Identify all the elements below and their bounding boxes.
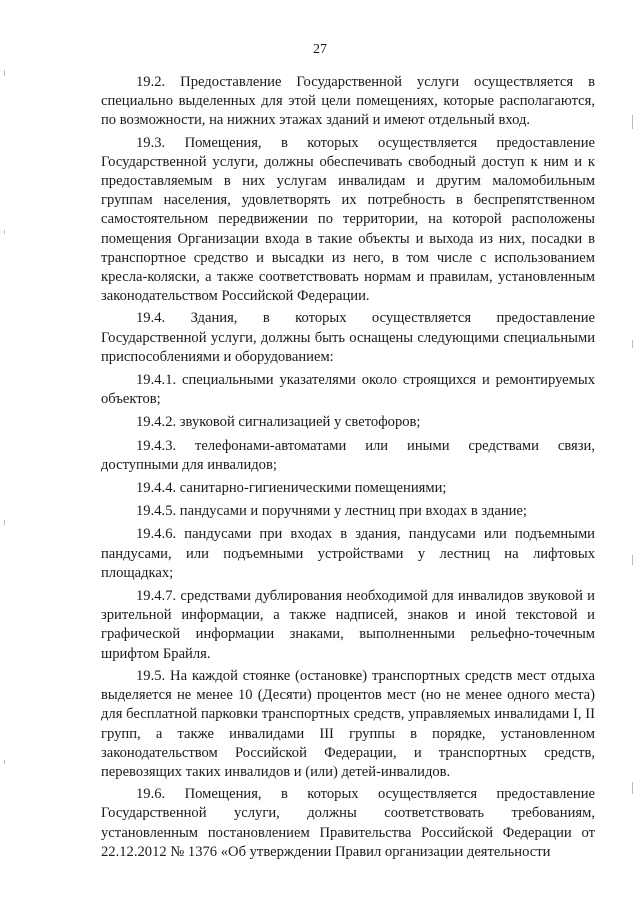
paragraph-19-2: 19.2. Предоставление Государственной услуги осуществляется в специально выделенных для этой цели помещениях, которые располагаются, по возможности, на нижних этажах зданий и имеют отдельный вход. <box>101 74 595 129</box>
paragraph-19-4-5: 19.4.5. пандусами и поручнями у лестниц при входах в здание; <box>136 503 527 520</box>
scan-margin-right <box>632 0 634 905</box>
paragraph-19-4-4: 19.4.4. санитарно-гигиеническими помещениями; <box>136 480 447 497</box>
paragraph-19-4-7: 19.4.7. средствами дублирования необходимой для инвалидов звуковой и зрительной информации, а также надписей, знаков и иной текстовой и графической информации знаками, выполненными рельефно-точечным шрифтом Брайля. <box>101 588 595 662</box>
paragraph-19-4: 19.4. Здания, в которых осуществляется предоставление Государственной услуги, должны быть оснащены следующими специальными приспособлениями и оборудованием: <box>101 310 595 365</box>
page-number: 27 <box>313 42 327 57</box>
paragraph-19-4-3: 19.4.3. телефонами-автоматами или иными средствами связи, доступными для инвалидов; <box>101 437 595 473</box>
paragraph-19-4-1: 19.4.1. специальными указателями около строящихся и ремонтируемых объектов; <box>101 372 595 408</box>
paragraph-19-5: 19.5. На каждой стоянке (остановке) транспортных средств мест отдыха выделяется не менее 10 (Десяти) процентов мест (но не менее одного места) для бесплатной парковки транспортных средств, управляемых инвалидами I, II групп, а также инвалидами III группы в порядке, установленном законодательством Российской Федерации, и транспортных средств, перевозящих таких инвалидов и (или) детей-инвалидов. <box>101 667 595 780</box>
scan-margin-left <box>4 0 6 905</box>
paragraph-19-3: 19.3. Помещения, в которых осуществляется предоставление Государственной услуги, должны обеспечивать свободный доступ к ним и к предоставляемым в них услугам инвалидам и другим маломобильным группам населения, удовлетворять их потребность в беспрепятственном самостоятельном передвижении по территории, на которой расположены помещения Организации входа в такие объекты и выхода из них, посадки в транспортное средство и высадки из него, в том числе с использованием кресла-коляски, а также соответствовать нормам и правилам, установленным законодательством Российской Федерации. <box>101 134 595 305</box>
paragraph-19-4-6: 19.4.6. пандусами при входах в здания, пандусами или подъемными пандусами, или подъемными устройствами у лестниц на лифтовых площадках; <box>101 526 595 581</box>
paragraph-19-6: 19.6. Помещения, в которых осуществляется предоставление Государственной услуги, должны соответствовать требованиям, установленным постановлением Правительства Российской Федерации от 22.12.2012 № 1376 «Об утверждении Правил организации деятельности <box>101 786 595 860</box>
document-body <box>101 73 595 862</box>
paragraph-19-4-2: 19.4.2. звуковой сигнализацией у светофоров; <box>136 414 421 431</box>
